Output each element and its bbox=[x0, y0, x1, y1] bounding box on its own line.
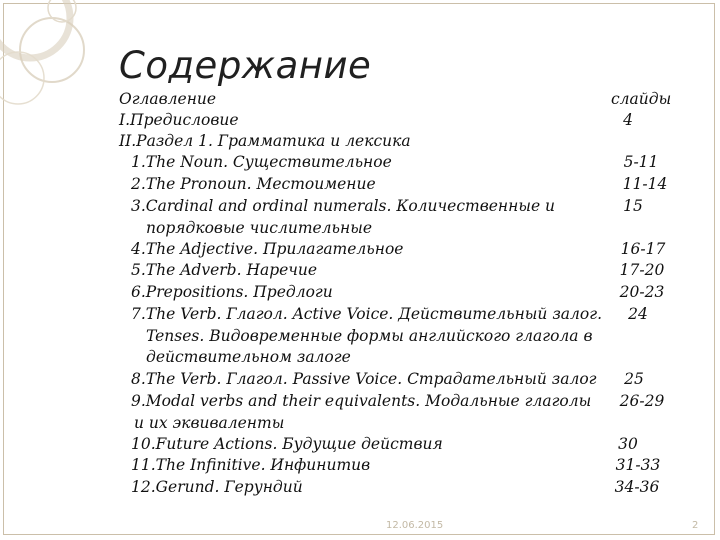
toc-row bbox=[0, 392, 720, 414]
toc-item-slides: 31-33 bbox=[615, 456, 661, 474]
toc-header-slides: слайды bbox=[611, 90, 672, 108]
toc-item-text: 9.Modal verbs and their equivalents. Модальные глаголы bbox=[131, 392, 592, 410]
toc-item-slides: 11-14 bbox=[622, 175, 668, 193]
toc-item-text: 10.Future Actions. Будущие действия bbox=[131, 435, 443, 453]
toc-row bbox=[0, 197, 720, 219]
toc-row bbox=[0, 153, 720, 175]
toc-row bbox=[0, 261, 720, 283]
slide-title: Содержание bbox=[119, 44, 372, 87]
toc-item-slides: 20-23 bbox=[619, 283, 665, 301]
toc-item-text: 12.Gerund. Герундий bbox=[131, 478, 303, 496]
toc-item-text: 5.The Adverb. Наречие bbox=[131, 261, 318, 279]
toc-row bbox=[0, 414, 720, 436]
toc-item-slides: 4 bbox=[623, 111, 633, 129]
toc-row bbox=[0, 175, 720, 197]
toc-row bbox=[0, 435, 720, 457]
toc-row bbox=[0, 456, 720, 478]
toc-item-text: действительном залоге bbox=[146, 348, 351, 366]
toc-item-text: 3.Cardinal and ordinal numerals. Количественные и bbox=[131, 197, 556, 215]
toc-item-slides: 15 bbox=[623, 197, 643, 215]
toc-row bbox=[0, 370, 720, 392]
toc-item-slides: 24 bbox=[628, 305, 648, 323]
toc-item-slides: 26-29 bbox=[619, 392, 665, 410]
toc-row bbox=[0, 219, 720, 241]
footer-page-number: 2 bbox=[692, 520, 699, 531]
toc-row bbox=[0, 283, 720, 305]
toc-item-text: Tenses. Видовременные формы английского глагола в bbox=[146, 327, 593, 345]
toc-item-slides: 34-36 bbox=[614, 478, 660, 496]
toc-header bbox=[0, 90, 720, 112]
toc-item-text: II.Раздел 1. Грамматика и лексика bbox=[119, 132, 411, 150]
toc-item-text: 7.The Verb. Глагол. Active Voice. Действительный залог. bbox=[131, 305, 603, 323]
toc-header-label: Оглавление bbox=[119, 90, 217, 108]
toc-item-text: 4.The Adjective. Прилагательное bbox=[131, 240, 404, 258]
toc-item-text: I.Предисловие bbox=[119, 111, 239, 129]
toc-row bbox=[0, 348, 720, 370]
footer-date: 12.06.2015 bbox=[386, 520, 444, 531]
toc-item-text: 2.The Pronoun. Местоимение bbox=[131, 175, 376, 193]
toc-row bbox=[0, 132, 720, 154]
toc-row bbox=[0, 327, 720, 349]
toc-row bbox=[0, 111, 720, 133]
toc-item-slides: 17-20 bbox=[619, 261, 665, 279]
toc-item-text: 6.Prepositions. Предлоги bbox=[131, 283, 333, 301]
toc-item-text: 1.The Noun. Существительное bbox=[131, 153, 392, 171]
toc-item-slides: 16-17 bbox=[620, 240, 666, 258]
toc-item-text: и их эквиваленты bbox=[134, 414, 285, 432]
toc-item-text: 11.The Infinitive. Инфинитив bbox=[131, 456, 371, 474]
toc-row bbox=[0, 240, 720, 262]
toc-item-slides: 25 bbox=[624, 370, 644, 388]
toc-item-text: 8.The Verb. Глагол. Passive Voice. Страдательный залог bbox=[131, 370, 597, 388]
toc-item-slides: 30 bbox=[618, 435, 638, 453]
toc-item-slides: 5-11 bbox=[623, 153, 659, 171]
toc-row bbox=[0, 478, 720, 500]
toc-row bbox=[0, 305, 720, 327]
toc-item-text: порядковые числительные bbox=[146, 219, 372, 237]
